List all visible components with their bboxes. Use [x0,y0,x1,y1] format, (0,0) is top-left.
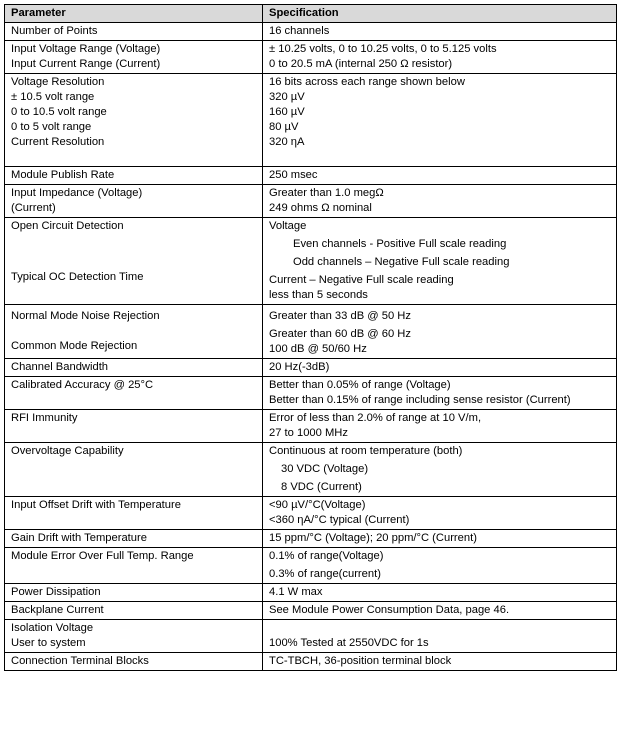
specification-text: 0.1% of range(Voltage) [269,550,384,562]
specification-text: 8 VDC (Current) [281,481,362,493]
specification-text: 16 bits across each range shown below [269,76,465,88]
specification-text: 100% Tested at 2550VDC for 1s [269,637,429,649]
parameter-cell [5,410,263,443]
specification-text: Better than 0.15% of range including sense resistor (Current) [269,394,571,406]
specification-text: 20 Hz(-3dB) [269,361,330,373]
parameter-text: Current Resolution [11,136,105,148]
specification-text: Odd channels – Negative Full scale reading [293,256,510,268]
specification-text: 160 µV [269,106,305,118]
parameter-text: Overvoltage Capability [11,445,124,457]
specification-cell [263,23,617,41]
parameter-text: User to system [11,637,86,649]
table-row [5,443,617,497]
table-row [5,305,617,359]
parameter-cell [5,359,263,377]
parameter-text: Connection Terminal Blocks [11,655,149,667]
parameter-cell [5,443,263,497]
table-row [5,584,617,602]
parameter-cell [5,620,263,653]
parameter-cell [5,185,263,218]
specification-text: less than 5 seconds [269,289,368,301]
specification-text: Greater than 33 dB @ 50 Hz [269,310,411,322]
specification-cell [263,185,617,218]
table-row [5,602,617,620]
table-row [5,377,617,410]
specification-text: ± 10.25 volts, 0 to 10.25 volts, 0 to 5.125 volts [269,43,497,55]
parameter-cell [5,530,263,548]
parameter-text: Module Publish Rate [11,169,115,181]
specification-cell [263,620,617,653]
parameter-text: Common Mode Rejection [11,340,138,352]
specification-text: 100 dB @ 50/60 Hz [269,343,367,355]
specification-cell [263,602,617,620]
table-row [5,548,617,584]
parameter-text: 0 to 5 volt range [11,121,92,133]
table-row [5,359,617,377]
specification-cell [263,377,617,410]
specification-text: Even channels - Positive Full scale reading [293,238,507,250]
specification-text: 0 to 20.5 mA (internal 250 Ω resistor) [269,58,453,70]
specification-text: See Module Power Consumption Data, page 46. [269,604,510,616]
parameter-text: Number of Points [11,25,98,37]
specification-cell [263,359,617,377]
parameter-text: Input Voltage Range (Voltage) [11,43,161,55]
parameter-cell [5,23,263,41]
parameter-cell [5,74,263,167]
specification-text: <90 µV/°C(Voltage) [269,499,366,511]
parameter-text: 0 to 10.5 volt range [11,106,107,118]
specification-text: TC-TBCH, 36-position terminal block [269,655,452,667]
parameter-text: Input Offset Drift with Temperature [11,499,181,511]
parameter-cell [5,602,263,620]
specification-cell [263,530,617,548]
specification-text: 30 VDC (Voltage) [281,463,369,475]
header-parameter: Parameter [5,5,263,23]
specification-text: Continuous at room temperature (both) [269,445,463,457]
specification-cell [263,74,617,167]
specification-cell [263,584,617,602]
table-row [5,497,617,530]
specification-text: Current – Negative Full scale reading [269,274,454,286]
parameter-text: Channel Bandwidth [11,361,109,373]
specification-text: Greater than 1.0 megΩ [269,187,384,199]
table-row [5,410,617,443]
specification-text: 0.3% of range(current) [269,568,381,580]
parameter-cell [5,584,263,602]
specification-text: 320 ηA [269,136,305,148]
parameter-cell [5,653,263,671]
parameter-text: Gain Drift with Temperature [11,532,147,544]
parameter-cell [5,218,263,305]
specification-cell [263,497,617,530]
table-row [5,23,617,41]
specification-cell [263,167,617,185]
parameter-text: (Current) [11,202,56,214]
specification-text: 16 channels [269,25,330,37]
specification-cell [263,548,617,584]
parameter-text: Input Impedance (Voltage) [11,187,143,199]
specification-cell [263,410,617,443]
specification-text: 249 ohms Ω nominal [269,202,372,214]
table-row [5,41,617,74]
parameter-text: Voltage Resolution [11,76,105,88]
parameter-cell [5,41,263,74]
table-row [5,653,617,671]
specification-cell [263,653,617,671]
parameter-text: Input Current Range (Current) [11,58,161,70]
parameter-text: Isolation Voltage [11,622,94,634]
specification-text: Better than 0.05% of range (Voltage) [269,379,451,391]
parameter-cell [5,377,263,410]
specification-text: 80 µV [269,121,299,133]
table-row [5,530,617,548]
specification-text: <360 ηA/°C typical (Current) [269,514,410,526]
parameter-text: ± 10.5 volt range [11,91,95,103]
parameter-text: RFI Immunity [11,412,78,424]
specification-text: Greater than 60 dB @ 60 Hz [269,328,411,340]
specification-cell [263,443,617,497]
header-row [5,5,617,23]
parameter-cell [5,497,263,530]
specification-cell [263,305,617,359]
specification-table [4,4,617,671]
parameter-text: Calibrated Accuracy @ 25°C [11,379,154,391]
specification-text: 15 ppm/°C (Voltage); 20 ppm/°C (Current) [269,532,477,544]
specification-cell [263,218,617,305]
parameter-text: Power Dissipation [11,586,101,598]
parameter-text: Open Circuit Detection [11,220,124,232]
specification-text: 320 µV [269,91,305,103]
parameter-cell [5,548,263,584]
parameter-text: Backplane Current [11,604,104,616]
specification-text: 250 msec [269,169,318,181]
specification-text: 27 to 1000 MHz [269,427,348,439]
specification-text: Error of less than 2.0% of range at 10 V/m, [269,412,482,424]
table-row [5,620,617,653]
table-row [5,185,617,218]
specification-text: Voltage [269,220,307,232]
parameter-text: Module Error Over Full Temp. Range [11,550,194,562]
parameter-cell [5,305,263,359]
parameter-text: Typical OC Detection Time [11,271,144,283]
header-specification: Specification [263,5,617,23]
table-row [5,167,617,185]
specification-cell [263,41,617,74]
parameter-cell [5,167,263,185]
parameter-text: Normal Mode Noise Rejection [11,310,160,322]
table-row [5,74,617,167]
specification-text: 4.1 W max [269,586,323,598]
table-row [5,218,617,305]
